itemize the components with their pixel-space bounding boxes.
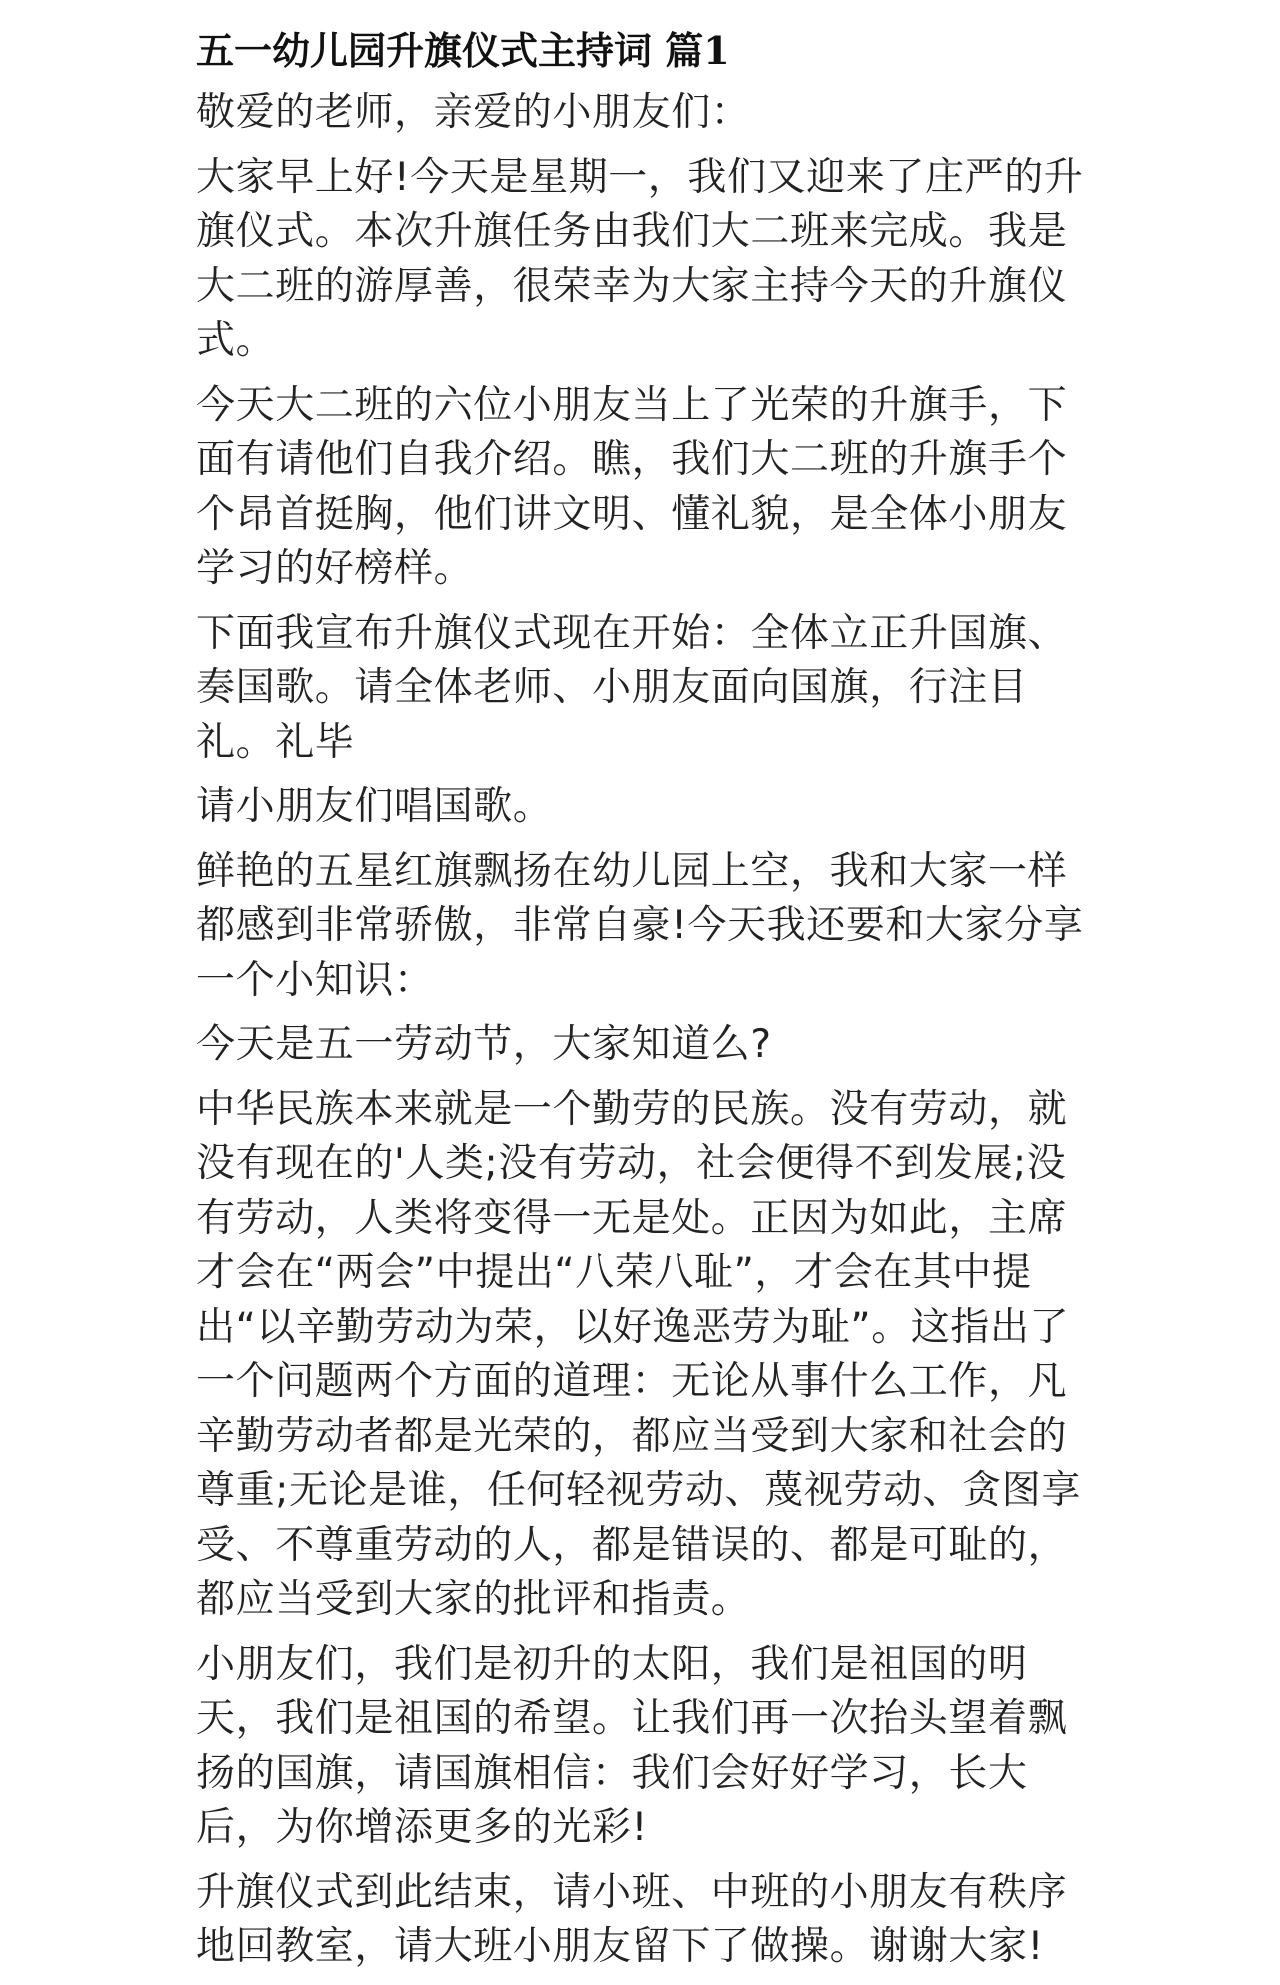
document-body: [196, 22, 1096, 1985]
paragraph-flag-bearers: 今天大二班的六位小朋友当上了光荣的升旗手，下面有请他们自我介绍。瞧，我们大二班的升旗手个个昂首挺胸，他们讲文明、懂礼貌，是全体小朋友学习的好榜样。: [196, 382, 1068, 591]
paragraph-closing: 升旗仪式到此结束，请小班、中班的小朋友有秩序地回教室，请大班小朋友留下了做操。谢谢大家!: [196, 1869, 1068, 1969]
paragraph-opening: 大家早上好!今天是星期一，我们又迎来了庄严的升旗仪式。本次升旗任务由我们大二班来完成。我是大二班的游厚善，很荣幸为大家主持今天的升旗仪式。: [196, 154, 1084, 363]
paragraph-ceremony-start: 下面我宣布升旗仪式现在开始：全体立正升国旗、奏国歌。请全体老师、小朋友面向国旗，行注目礼。礼毕: [196, 610, 1068, 765]
paragraph-flag-pride: 鲜艳的五星红旗飘扬在幼儿园上空，我和大家一样都感到非常骄傲，非常自豪!今天我还要和大家分享一个小知识：: [196, 848, 1084, 1003]
paragraph-anthem: 请小朋友们唱国歌。: [196, 784, 553, 829]
paragraph-children-hope: 小朋友们，我们是初升的太阳，我们是祖国的明天，我们是祖国的希望。让我们再一次抬头望着飘扬的国旗，请国旗相信：我们会好好学习，长大后，为你增添更多的光彩!: [196, 1641, 1068, 1850]
paragraph-greeting: 敬爱的老师，亲爱的小朋友们：: [196, 90, 751, 135]
paragraph-labor-day-question: 今天是五一劳动节，大家知道么?: [196, 1022, 772, 1067]
document-title: 五一幼儿园升旗仪式主持词 篇1: [196, 28, 730, 73]
paragraph-labor-meaning: 中华民族本来就是一个勤劳的民族。没有劳动，就没有现在的'人类;没有劳动，社会便得不到发展;没有劳动，人类将变得一无是处。正因为如此，主席才会在“两会”中提出“八荣八耻”，才会在其中提出“以辛勤劳动为荣，以好逸恶劳为耻”。这指出了一个问题两个方面的道理：无论从事什么工作，凡辛勤劳动者都是光荣的，都应当受到大家和社会的尊重;无论是谁，任何轻视劳动、蔑视劳动、贪图享受、不尊重劳动的人，都是错误的、都是可耻的，都应当受到大家的批评和指责。: [196, 1086, 1081, 1622]
